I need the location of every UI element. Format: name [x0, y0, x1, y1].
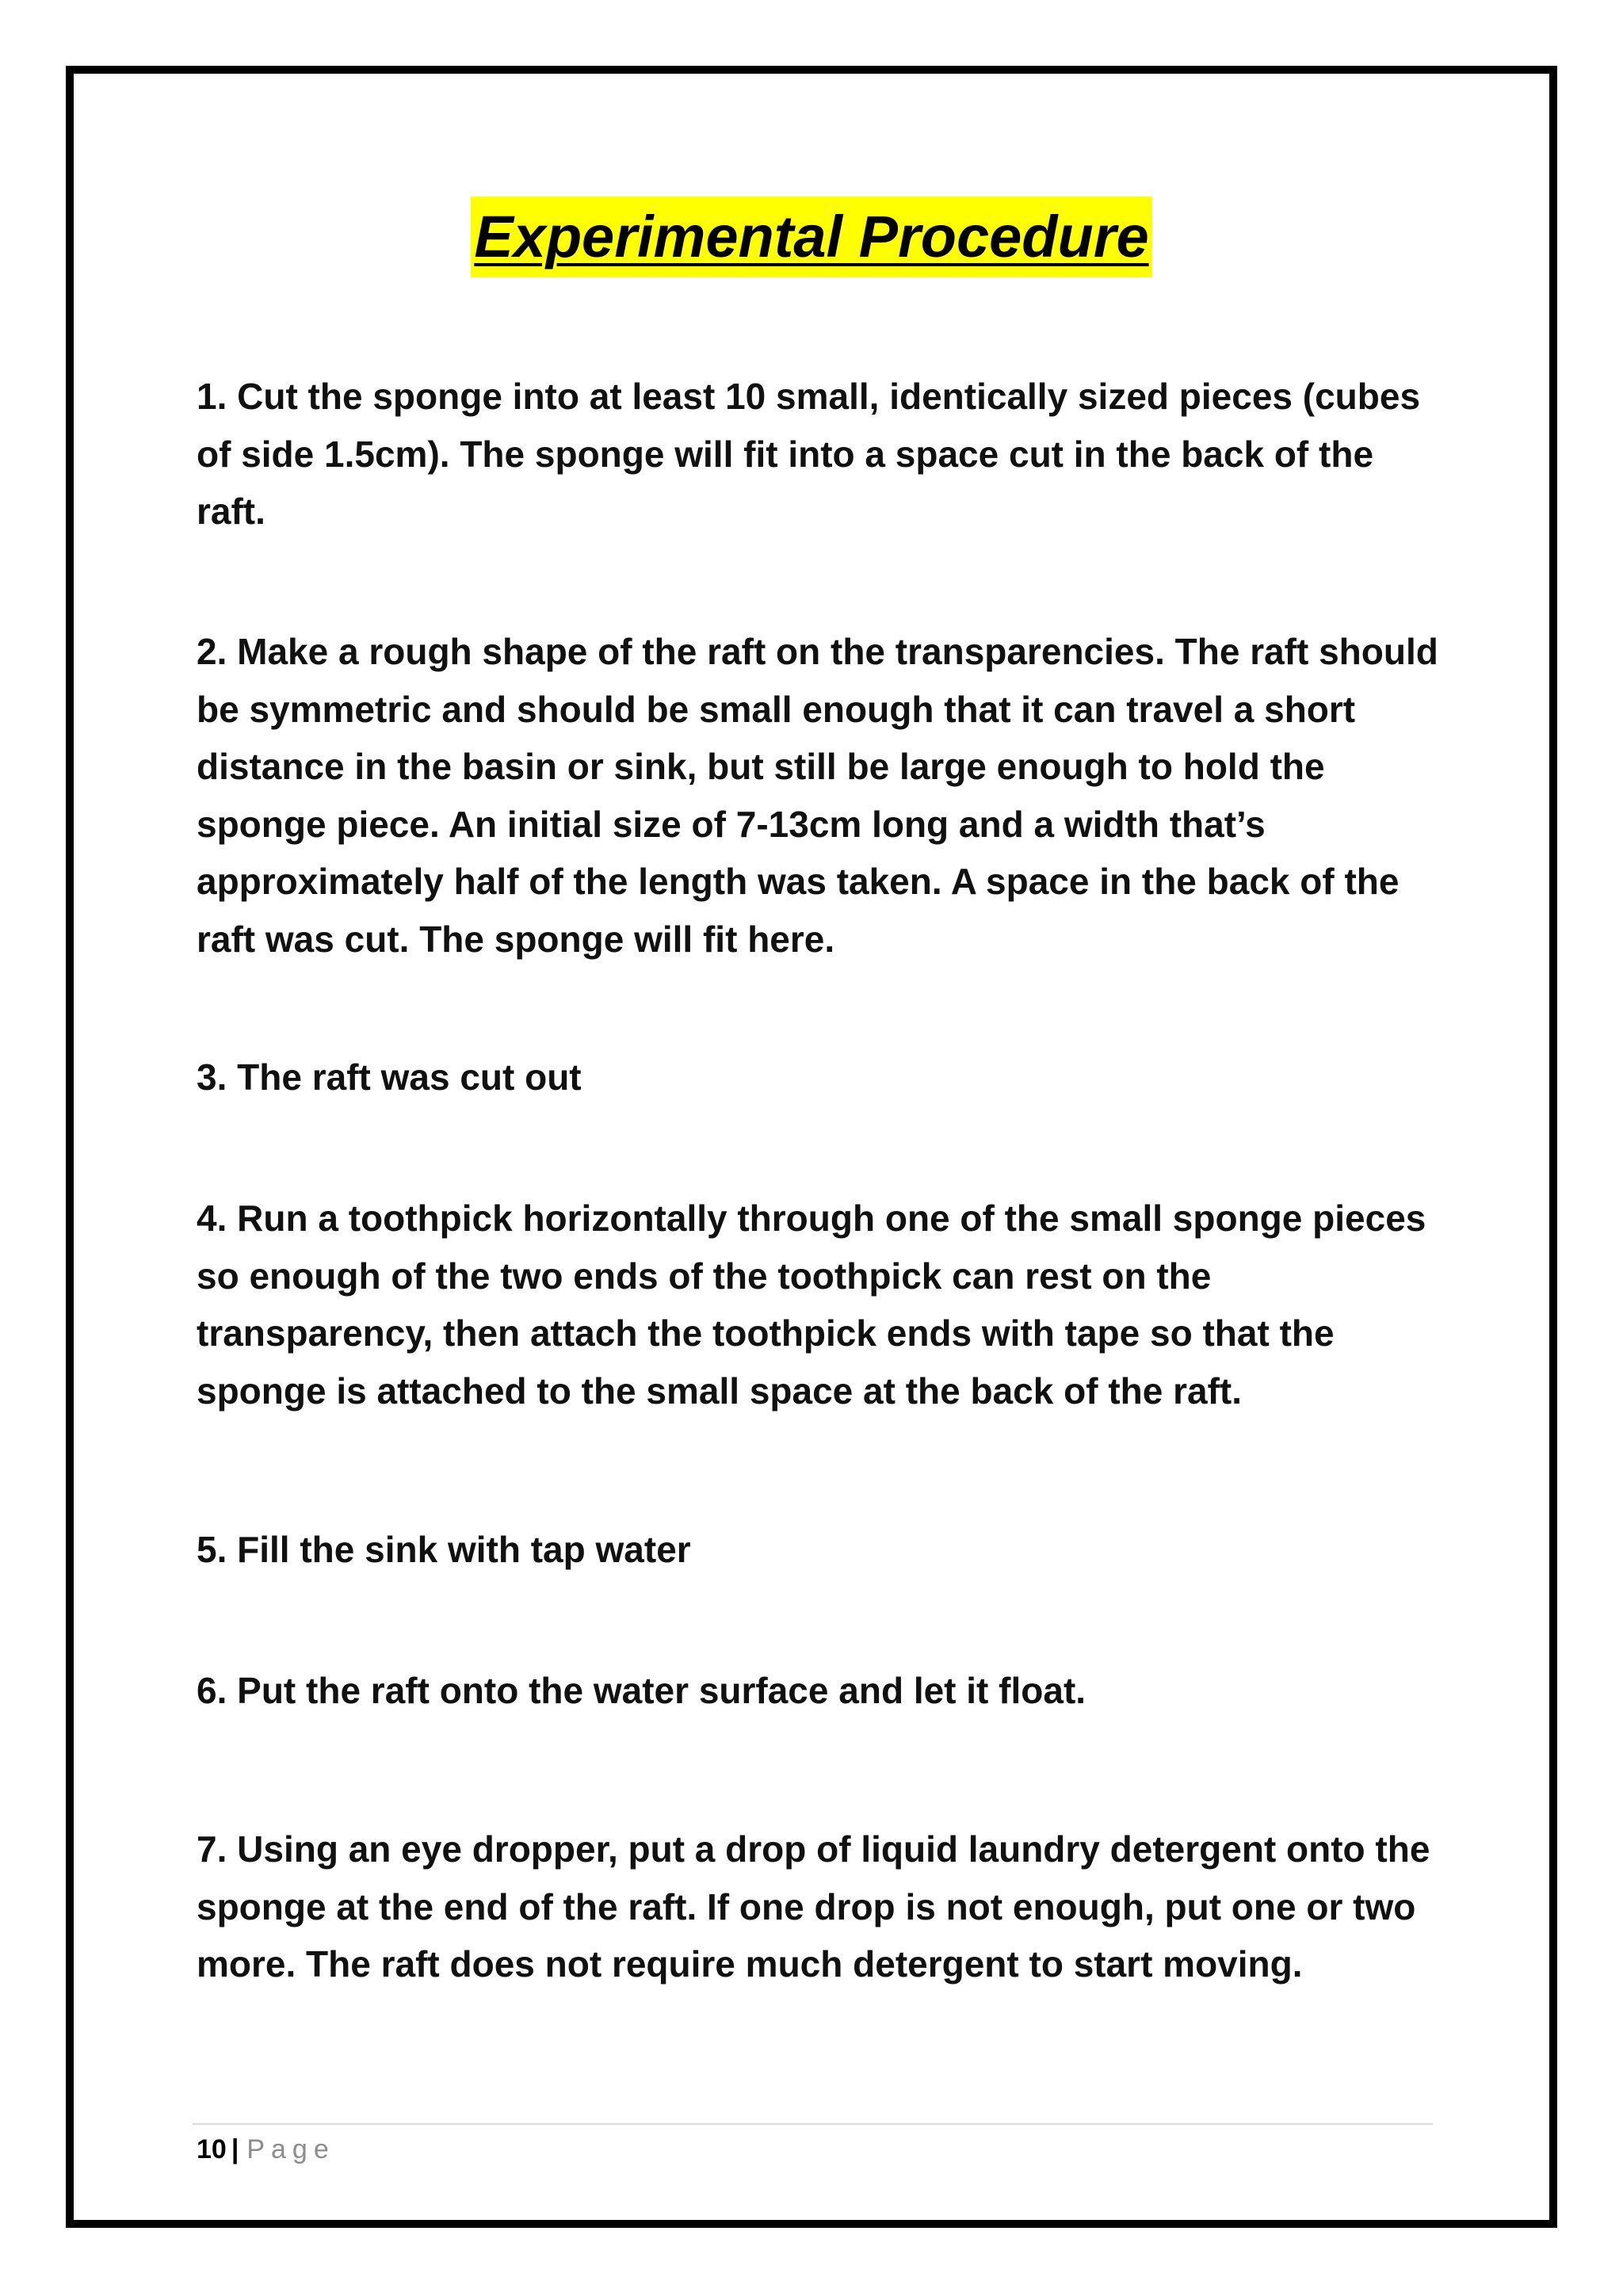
step-2: 2. Make a rough shape of the raft on the transparencies. The raft should be symmetric and should be small enough that it can travel a short distance in the basin or sink, but still be large enough to hold the sponge piece. An initial size of 7-13cm long and a width that’s approximately half of the length was taken. A space in the back of the raft was cut. The sponge will fit here.	[197, 631, 1438, 960]
page-separator: |	[231, 2134, 239, 2164]
step-4: 4. Run a toothpick horizontally through one of the small sponge pieces so enough of the two ends of the toothpick can rest on the transparency, then attach the toothpick ends with tape so that the sponge is attached to the small space at the back of the raft.	[197, 1198, 1426, 1412]
page-footer	[197, 2132, 335, 2167]
step-5: 5. Fill the sink with tap water	[197, 1529, 691, 1570]
step-1: 1. Cut the sponge into at least 10 small, identically sized pieces (cubes of side 1.5cm). The sponge will fit into a space cut in the back of the raft.	[197, 376, 1421, 532]
page-label: Page	[246, 2134, 335, 2164]
page-title: Experimental Procedure	[471, 197, 1151, 277]
page-number: 10	[197, 2134, 227, 2164]
title-container	[0, 197, 1623, 277]
footer-divider	[193, 2123, 1433, 2125]
step-7: 7. Using an eye dropper, put a drop of liquid laundry detergent onto the sponge at the end of the raft. If one drop is not enough, put one or two more. The raft does not require much detergent to start moving.	[197, 1828, 1430, 1985]
step-6: 6. Put the raft onto the water surface and let it float.	[197, 1670, 1086, 1711]
step-3: 3. The raft was cut out	[197, 1056, 582, 1098]
